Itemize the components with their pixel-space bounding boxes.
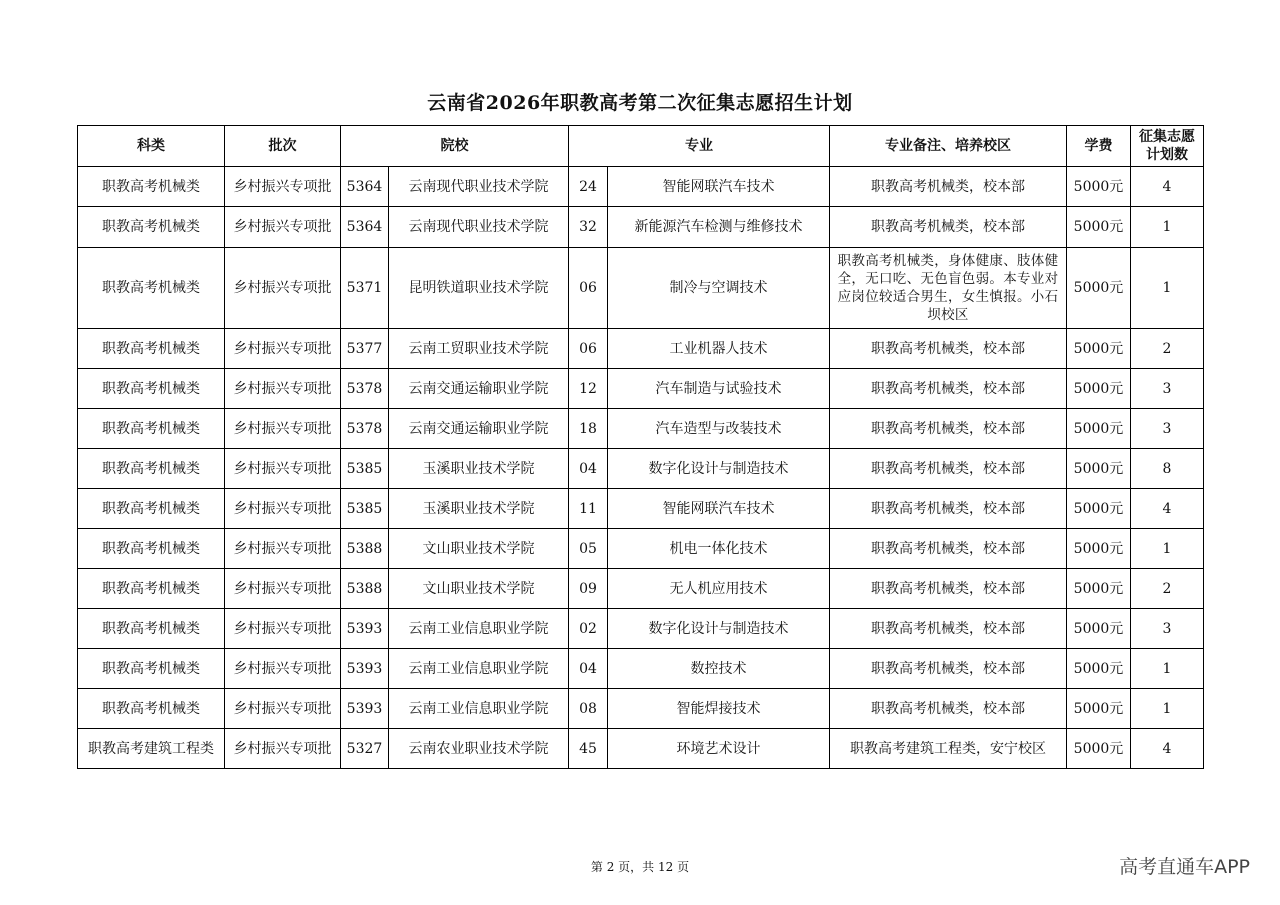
cell-fee: 5000元 — [1067, 409, 1131, 449]
cell-fee: 5000元 — [1067, 248, 1131, 329]
cell-note: 职教高考机械类，校本部 — [830, 449, 1067, 489]
cell-plan: 3 — [1131, 369, 1204, 409]
cell-major: 数字化设计与制造技术 — [608, 609, 830, 649]
cell-school-code: 5364 — [341, 207, 389, 248]
page-title: 云南省2026年职教高考第二次征集志愿招生计划 — [427, 92, 853, 114]
cell-school: 云南交通运输职业学院 — [389, 369, 569, 409]
cell-school: 玉溪职业技术学院 — [389, 449, 569, 489]
cell-school-code: 5364 — [341, 167, 389, 207]
cell-category: 职教高考机械类 — [78, 489, 225, 529]
cell-school-code: 5385 — [341, 449, 389, 489]
cell-plan: 1 — [1131, 689, 1204, 729]
header-batch: 批次 — [225, 126, 341, 167]
cell-major-code: 45 — [569, 729, 608, 769]
cell-major: 智能网联汽车技术 — [608, 167, 830, 207]
cell-batch: 乡村振兴专项批 — [225, 609, 341, 649]
table-row — [78, 449, 1204, 489]
cell-category: 职教高考机械类 — [78, 409, 225, 449]
cell-major-code: 24 — [569, 167, 608, 207]
cell-major-code: 32 — [569, 207, 608, 248]
cell-note: 职教高考机械类，校本部 — [830, 369, 1067, 409]
cell-school: 云南工业信息职业学院 — [389, 609, 569, 649]
cell-plan: 1 — [1131, 529, 1204, 569]
cell-major: 机电一体化技术 — [608, 529, 830, 569]
cell-major: 环境艺术设计 — [608, 729, 830, 769]
cell-school: 云南工业信息职业学院 — [389, 649, 569, 689]
cell-batch: 乡村振兴专项批 — [225, 649, 341, 689]
cell-fee: 5000元 — [1067, 529, 1131, 569]
cell-fee: 5000元 — [1067, 449, 1131, 489]
cell-major-code: 04 — [569, 649, 608, 689]
cell-batch: 乡村振兴专项批 — [225, 449, 341, 489]
table-row — [78, 569, 1204, 609]
cell-major: 工业机器人技术 — [608, 329, 830, 369]
cell-fee: 5000元 — [1067, 729, 1131, 769]
cell-category: 职教高考机械类 — [78, 449, 225, 489]
table-row — [78, 649, 1204, 689]
cell-note: 职教高考机械类，校本部 — [830, 207, 1067, 248]
cell-school: 文山职业技术学院 — [389, 529, 569, 569]
cell-note: 职教高考机械类，校本部 — [830, 409, 1067, 449]
cell-plan: 3 — [1131, 609, 1204, 649]
cell-major-code: 06 — [569, 329, 608, 369]
cell-major-code: 06 — [569, 248, 608, 329]
cell-major: 智能焊接技术 — [608, 689, 830, 729]
cell-category: 职教高考机械类 — [78, 207, 225, 248]
cell-plan: 4 — [1131, 729, 1204, 769]
cell-fee: 5000元 — [1067, 207, 1131, 248]
cell-plan: 8 — [1131, 449, 1204, 489]
watermark-text: 高考直通车APP — [1119, 856, 1250, 878]
cell-school: 云南交通运输职业学院 — [389, 409, 569, 449]
cell-plan: 4 — [1131, 489, 1204, 529]
cell-school-code: 5378 — [341, 409, 389, 449]
cell-major: 新能源汽车检测与维修技术 — [608, 207, 830, 248]
cell-school-code: 5327 — [341, 729, 389, 769]
header-category: 科类 — [78, 126, 225, 167]
cell-fee: 5000元 — [1067, 649, 1131, 689]
cell-school-code: 5377 — [341, 329, 389, 369]
cell-plan: 1 — [1131, 207, 1204, 248]
cell-note: 职教高考机械类，校本部 — [830, 329, 1067, 369]
cell-major: 数控技术 — [608, 649, 830, 689]
table-row — [78, 329, 1204, 369]
cell-batch: 乡村振兴专项批 — [225, 729, 341, 769]
cell-category: 职教高考建筑工程类 — [78, 729, 225, 769]
table-header-row — [78, 126, 1204, 167]
cell-fee: 5000元 — [1067, 489, 1131, 529]
cell-note: 职教高考机械类，校本部 — [830, 529, 1067, 569]
cell-school: 文山职业技术学院 — [389, 569, 569, 609]
table-row — [78, 529, 1204, 569]
cell-category: 职教高考机械类 — [78, 248, 225, 329]
cell-school-code: 5393 — [341, 649, 389, 689]
cell-category: 职教高考机械类 — [78, 167, 225, 207]
cell-batch: 乡村振兴专项批 — [225, 248, 341, 329]
table-row — [78, 207, 1204, 248]
table-row — [78, 248, 1204, 329]
cell-school: 玉溪职业技术学院 — [389, 489, 569, 529]
cell-category: 职教高考机械类 — [78, 649, 225, 689]
cell-school: 云南工贸职业技术学院 — [389, 329, 569, 369]
table-row — [78, 167, 1204, 207]
cell-major: 智能网联汽车技术 — [608, 489, 830, 529]
enrollment-plan-table — [77, 125, 1204, 769]
cell-note: 职教高考机械类，校本部 — [830, 489, 1067, 529]
cell-plan: 2 — [1131, 329, 1204, 369]
cell-school: 云南工业信息职业学院 — [389, 689, 569, 729]
cell-batch: 乡村振兴专项批 — [225, 569, 341, 609]
cell-category: 职教高考机械类 — [78, 529, 225, 569]
header-plan — [1131, 126, 1204, 167]
cell-school-code: 5388 — [341, 569, 389, 609]
cell-note: 职教高考机械类，校本部 — [830, 689, 1067, 729]
cell-batch: 乡村振兴专项批 — [225, 207, 341, 248]
page-footer: 第 2 页，共 12 页 — [590, 860, 690, 874]
cell-batch: 乡村振兴专项批 — [225, 329, 341, 369]
cell-major-code: 05 — [569, 529, 608, 569]
cell-fee: 5000元 — [1067, 167, 1131, 207]
cell-fee: 5000元 — [1067, 369, 1131, 409]
table-row — [78, 369, 1204, 409]
cell-plan: 2 — [1131, 569, 1204, 609]
cell-school: 云南农业职业技术学院 — [389, 729, 569, 769]
cell-category: 职教高考机械类 — [78, 569, 225, 609]
cell-batch: 乡村振兴专项批 — [225, 689, 341, 729]
cell-category: 职教高考机械类 — [78, 609, 225, 649]
cell-note: 职教高考机械类，身体健康、肢体健全，无口吃、无色盲色弱。本专业对应岗位较适合男生，女生慎报。小石坝校区 — [830, 248, 1067, 329]
table-row — [78, 609, 1204, 649]
cell-plan: 4 — [1131, 167, 1204, 207]
cell-school-code: 5385 — [341, 489, 389, 529]
cell-major-code: 18 — [569, 409, 608, 449]
cell-batch: 乡村振兴专项批 — [225, 167, 341, 207]
cell-major-code: 11 — [569, 489, 608, 529]
table-row — [78, 489, 1204, 529]
header-plan-line1: 征集志愿 — [1139, 129, 1195, 145]
cell-major: 数字化设计与制造技术 — [608, 449, 830, 489]
cell-major: 汽车造型与改装技术 — [608, 409, 830, 449]
cell-plan: 1 — [1131, 649, 1204, 689]
cell-fee: 5000元 — [1067, 329, 1131, 369]
cell-school-code: 5393 — [341, 609, 389, 649]
table-row — [78, 729, 1204, 769]
cell-school-code: 5371 — [341, 248, 389, 329]
cell-note: 职教高考机械类，校本部 — [830, 649, 1067, 689]
cell-major-code: 08 — [569, 689, 608, 729]
header-major: 专业 — [569, 126, 830, 167]
cell-major: 汽车制造与试验技术 — [608, 369, 830, 409]
cell-note: 职教高考机械类，校本部 — [830, 609, 1067, 649]
cell-major-code: 09 — [569, 569, 608, 609]
cell-plan: 1 — [1131, 248, 1204, 329]
cell-school: 云南现代职业技术学院 — [389, 207, 569, 248]
cell-category: 职教高考机械类 — [78, 329, 225, 369]
cell-school-code: 5378 — [341, 369, 389, 409]
cell-note: 职教高考机械类，校本部 — [830, 167, 1067, 207]
cell-note: 职教高考机械类，校本部 — [830, 569, 1067, 609]
cell-category: 职教高考机械类 — [78, 689, 225, 729]
cell-school-code: 5393 — [341, 689, 389, 729]
table-row — [78, 689, 1204, 729]
cell-batch: 乡村振兴专项批 — [225, 369, 341, 409]
header-plan-line2: 计划数 — [1146, 147, 1188, 163]
cell-fee: 5000元 — [1067, 609, 1131, 649]
cell-note: 职教高考建筑工程类，安宁校区 — [830, 729, 1067, 769]
cell-major-code: 12 — [569, 369, 608, 409]
header-school: 院校 — [341, 126, 569, 167]
cell-plan: 3 — [1131, 409, 1204, 449]
header-note: 专业备注、培养校区 — [830, 126, 1067, 167]
cell-batch: 乡村振兴专项批 — [225, 409, 341, 449]
cell-fee: 5000元 — [1067, 569, 1131, 609]
header-fee: 学费 — [1067, 126, 1131, 167]
cell-major-code: 02 — [569, 609, 608, 649]
cell-school: 昆明铁道职业技术学院 — [389, 248, 569, 329]
cell-fee: 5000元 — [1067, 689, 1131, 729]
cell-major: 制冷与空调技术 — [608, 248, 830, 329]
table-row — [78, 409, 1204, 449]
cell-category: 职教高考机械类 — [78, 369, 225, 409]
cell-major: 无人机应用技术 — [608, 569, 830, 609]
cell-school: 云南现代职业技术学院 — [389, 167, 569, 207]
cell-batch: 乡村振兴专项批 — [225, 489, 341, 529]
cell-school-code: 5388 — [341, 529, 389, 569]
cell-batch: 乡村振兴专项批 — [225, 529, 341, 569]
cell-major-code: 04 — [569, 449, 608, 489]
